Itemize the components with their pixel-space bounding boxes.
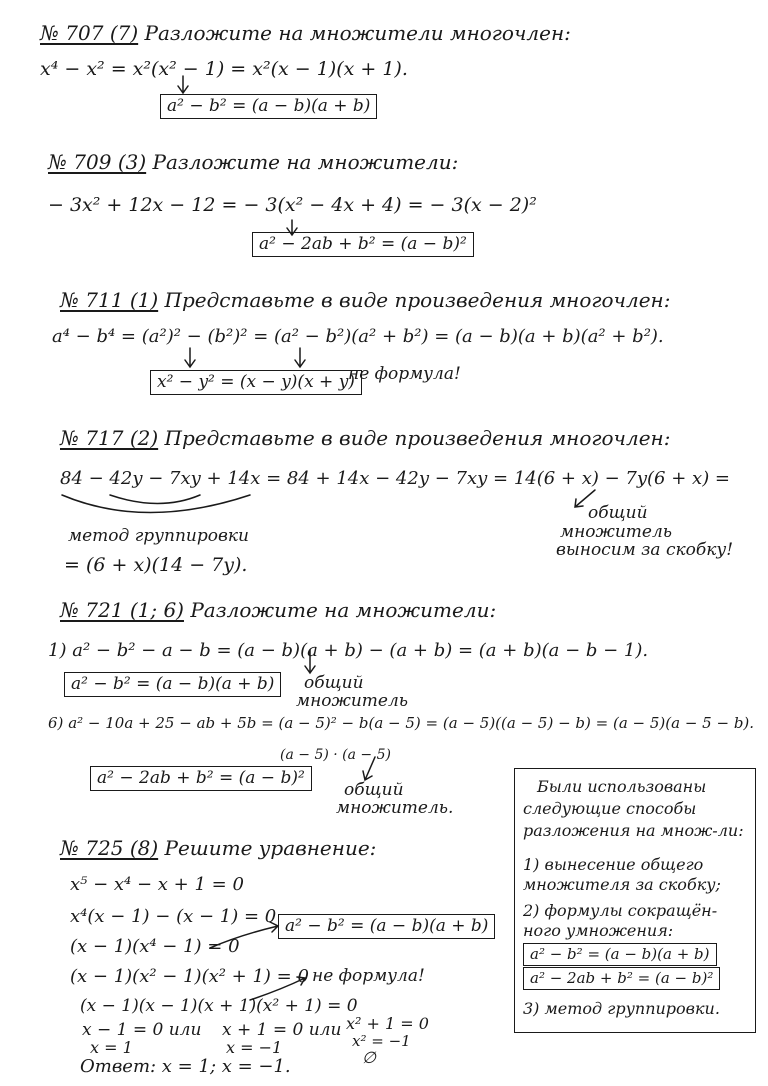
task-725-case-2b: x = −1 — [226, 1038, 283, 1057]
summary-title-3: разложения на множ-ли: — [523, 821, 744, 840]
task-725-case-2a: x + 1 = 0 или — [222, 1020, 342, 1040]
task-725-number: № 725 (8) — [60, 836, 159, 860]
task-721-part-6-formula-box: a² − 2ab + b² = (a − b)² — [90, 766, 312, 791]
summary-item-1b: множителя за скобку; — [523, 875, 721, 894]
task-721-part-6-label: 6) — [48, 714, 64, 732]
task-707-text: Разложите на множители многочлен: — [144, 21, 571, 45]
task-725-line-3: (x − 1)(x⁴ − 1) = 0 — [70, 936, 240, 957]
summary-item-2a: 2) формулы сокращён- — [523, 901, 718, 920]
task-709-text: Разложите на множители: — [152, 150, 459, 174]
task-717-method: метод группировки — [68, 526, 249, 546]
task-717-note-1: общий — [588, 503, 648, 523]
task-725-line-2: x⁴(x − 1) − (x − 1) = 0 — [70, 906, 277, 927]
task-711-formula-box: x² − y² = (x − y)(x + y) — [150, 370, 362, 395]
summary-item-2b: ного умножения: — [523, 921, 674, 940]
task-717-number: № 717 (2) — [60, 426, 159, 450]
task-721-part-1-label: 1) — [48, 640, 67, 661]
task-709-header — [48, 152, 458, 172]
task-721-part-6-note-1: общий — [344, 780, 404, 800]
task-725-header — [60, 838, 376, 858]
summary-title-1: Были использованы — [537, 777, 707, 796]
task-711-text: Представьте в виде произведения многочлен: — [164, 288, 671, 312]
task-721-part-6-line: a² − 10a + 25 − ab + 5b = (a − 5)² − b(a − 5) = (a − 5)((a − 5) − b) = (a − 5)(a − 5 − b). — [68, 714, 755, 732]
task-725-case-1a: x − 1 = 0 или — [82, 1020, 202, 1040]
task-709-formula-box: a² − 2ab + b² = (a − b)² — [252, 232, 474, 257]
task-725-text: Решите уравнение: — [164, 836, 377, 860]
task-721-part-6-note-2: множитель. — [336, 798, 454, 818]
task-725-case-1b: x = 1 — [90, 1038, 133, 1057]
task-707-header — [40, 23, 571, 43]
summary-formula-2: a² − 2ab + b² = (a − b)² — [523, 967, 720, 990]
task-717-text: Представьте в виде произведения многочлен: — [164, 426, 671, 450]
task-721-part-6 — [48, 716, 754, 731]
task-709-line: − 3x² + 12x − 12 = − 3(x² − 4x + 4) = − 3(x − 2)² — [48, 194, 537, 216]
task-717-line: 84 − 42y − 7xy + 14x = 84 + 14x − 42y − 7xy = 14(6 + x) − 7y(6 + x) = — [60, 468, 731, 489]
task-725-formula-box: a² − b² = (a − b)(a + b) — [278, 914, 495, 939]
summary-title-2: следующие способы — [523, 799, 697, 818]
task-711-line: a⁴ − b⁴ = (a²)² − (b²)² = (a² − b²)(a² + b²) = (a − b)(a + b)(a² + b²). — [52, 326, 664, 347]
summary-box — [514, 768, 756, 1033]
task-721-text: Разложите на множители: — [190, 598, 497, 622]
task-711-number: № 711 (1) — [60, 288, 159, 312]
task-721-part-6-sub: (a − 5) · (a − 5) — [280, 747, 391, 763]
task-725-note: не формула! — [312, 966, 425, 986]
task-725-case-3b: x² = −1 — [352, 1032, 411, 1050]
task-725-line-1: x⁵ − x⁴ − x + 1 = 0 — [70, 874, 244, 895]
task-725-answer: Ответ: x = 1; x = −1. — [80, 1056, 291, 1077]
task-717-result: = (6 + x)(14 − 7y). — [64, 554, 248, 576]
task-725-line-4: (x − 1)(x² − 1)(x² + 1) = 0 — [70, 966, 309, 987]
task-721-part-1-note-2: множитель — [296, 691, 409, 711]
task-725-line-5: (x − 1)(x − 1)(x + 1)(x² + 1) = 0 — [80, 996, 358, 1016]
task-721-part-1-note-1: общий — [304, 673, 364, 693]
task-721-header — [60, 600, 496, 620]
task-721-part-1 — [48, 642, 648, 660]
task-721-part-1-line: a² − b² − a − b = (a − b)(a + b) − (a + b) = (a + b)(a − b − 1). — [72, 640, 649, 661]
task-725-case-3c: ∅ — [362, 1048, 376, 1067]
task-707-formula-box: a² − b² = (a − b)(a + b) — [160, 94, 377, 119]
task-717-note-3: выносим за скобку! — [556, 540, 734, 560]
task-707-line: x⁴ − x² = x²(x² − 1) = x²(x − 1)(x + 1). — [40, 58, 408, 80]
summary-item-1a: 1) вынесение общего — [523, 855, 704, 874]
task-717-header — [60, 428, 670, 448]
task-709-number: № 709 (3) — [48, 150, 147, 174]
task-725-case-3a: x² + 1 = 0 — [346, 1014, 429, 1033]
task-707-number: № 707 (7) — [40, 21, 139, 45]
task-711-note: не формула! — [348, 364, 461, 384]
task-711-header — [60, 290, 670, 310]
task-721-number: № 721 (1; 6) — [60, 598, 184, 622]
summary-item-3: 3) метод группировки. — [523, 999, 720, 1018]
task-717-note-2: множитель — [560, 522, 673, 542]
task-721-part-1-formula-box: a² − b² = (a − b)(a + b) — [64, 672, 281, 697]
summary-formula-1: a² − b² = (a − b)(a + b) — [523, 943, 717, 966]
